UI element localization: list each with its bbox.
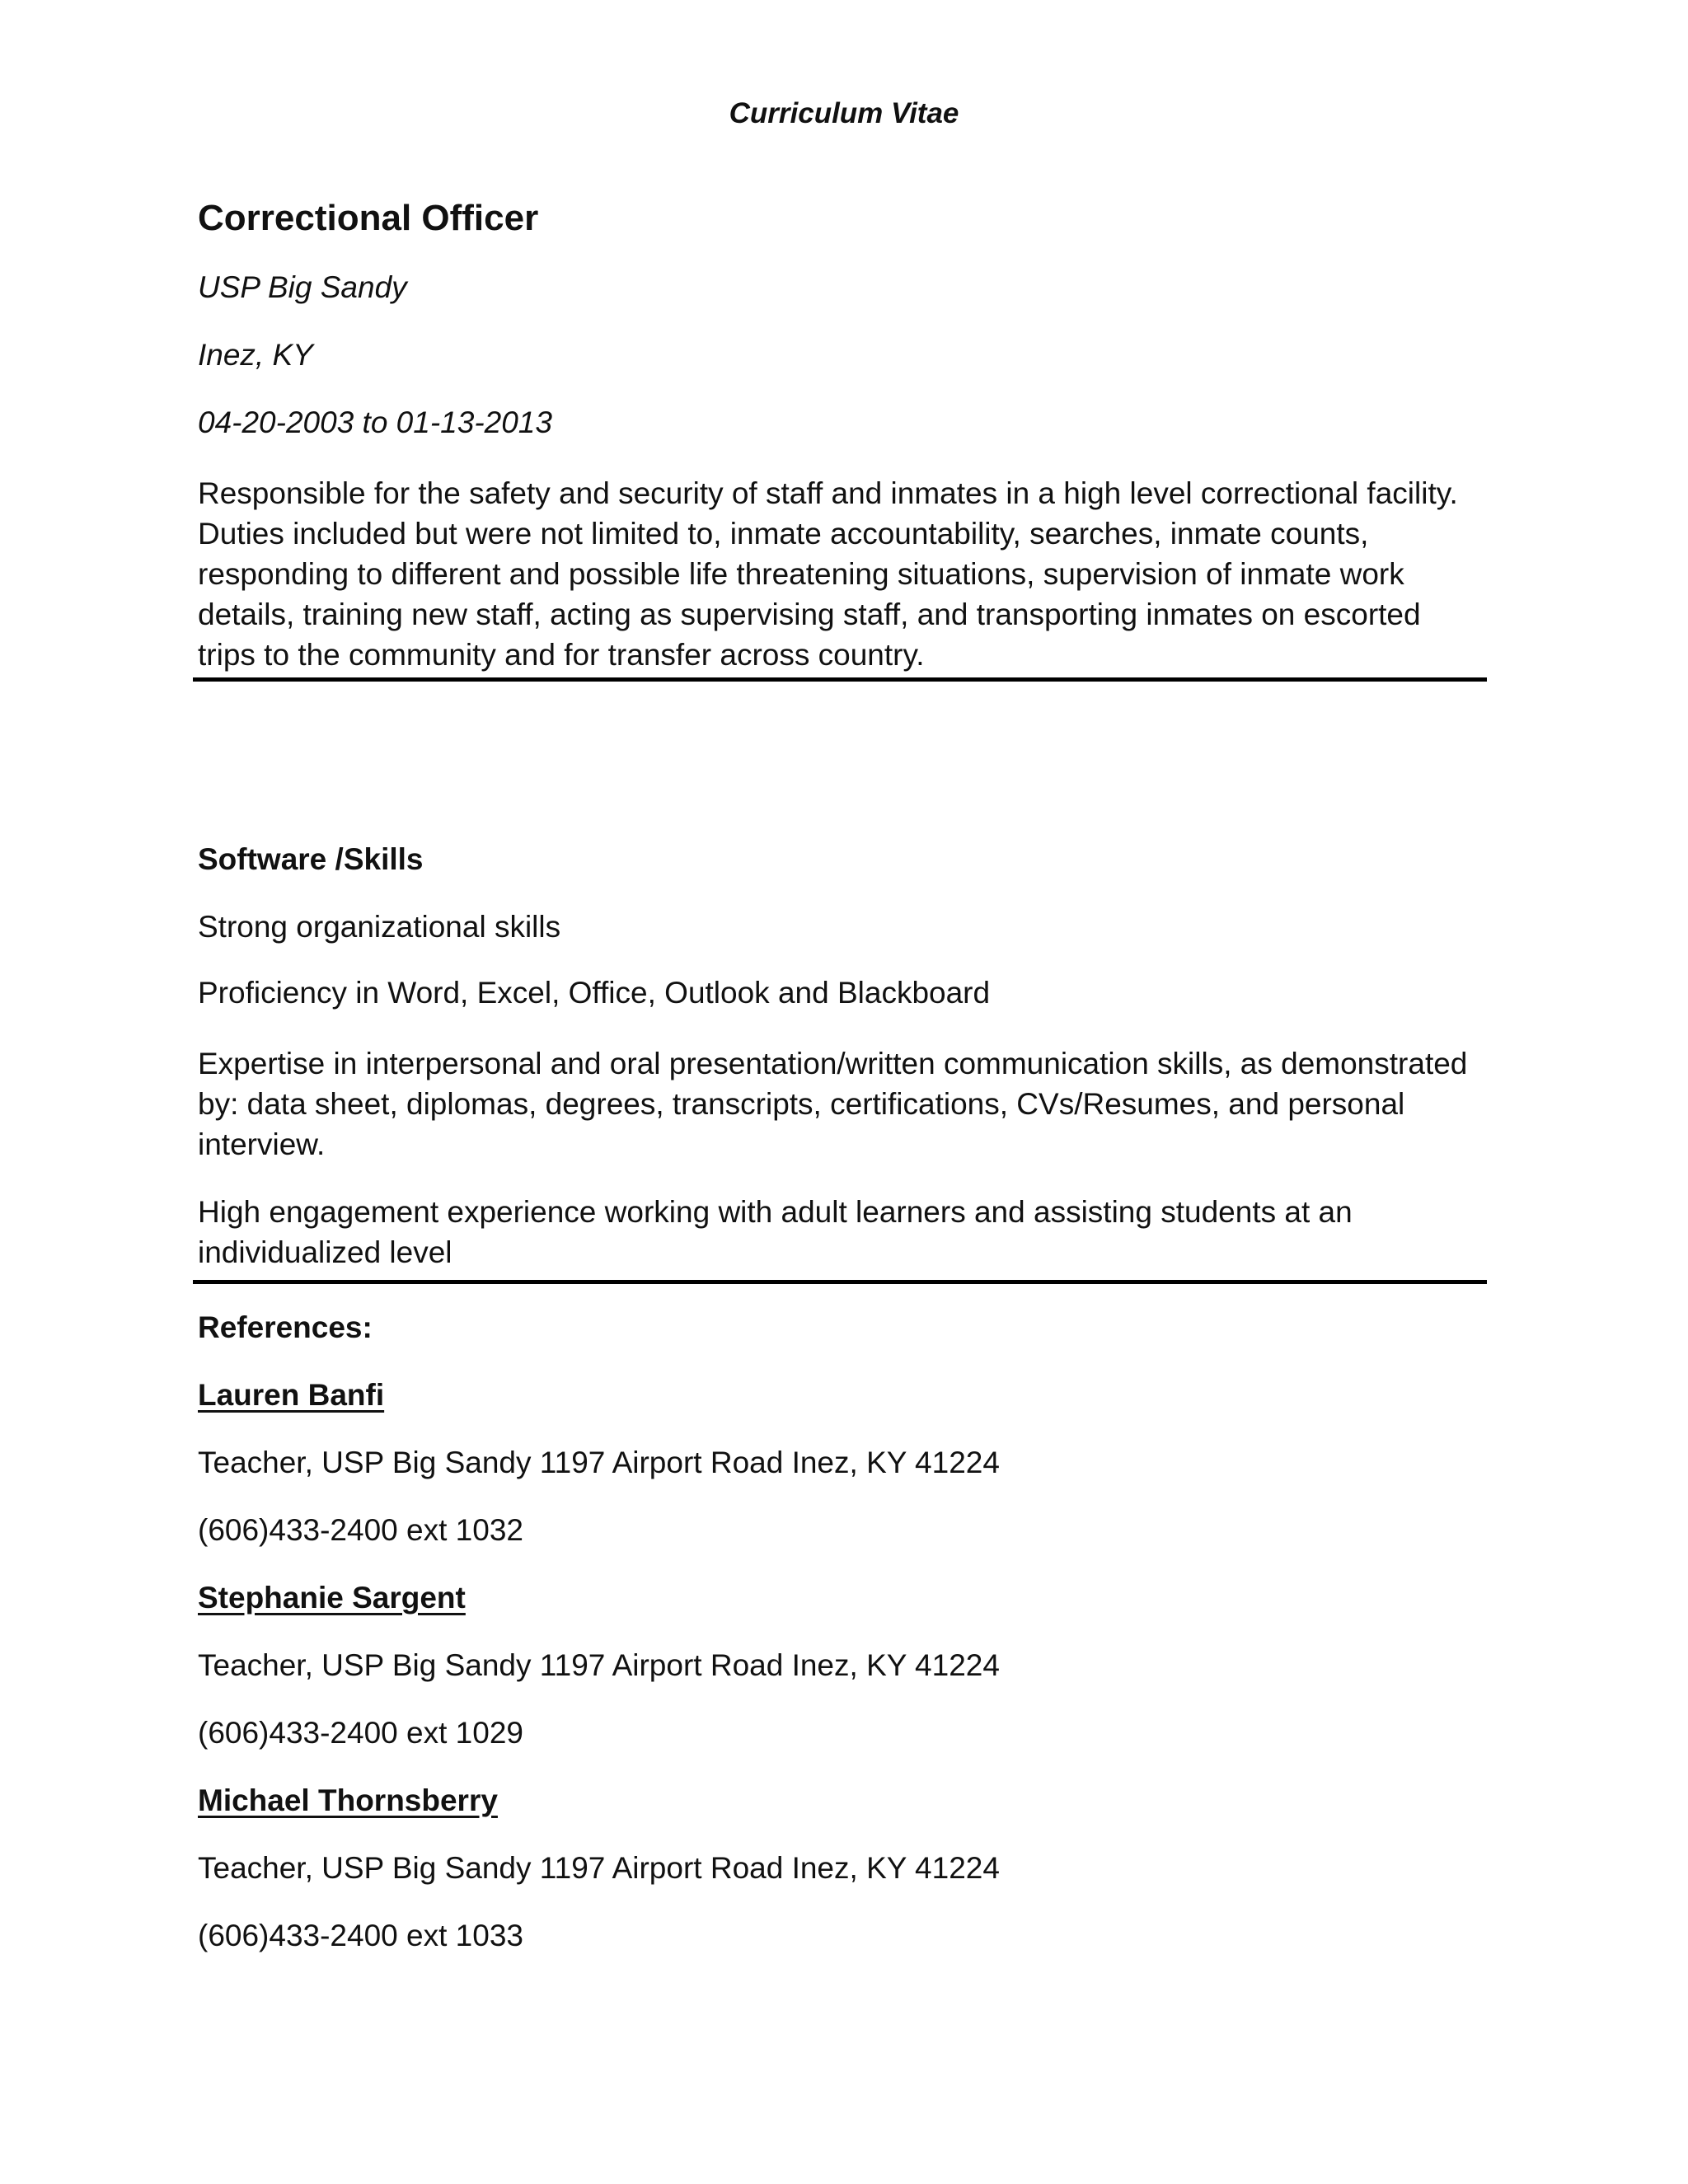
skills-heading: Software /Skills	[198, 842, 424, 876]
reference-name: Lauren Banfi	[198, 1378, 385, 1412]
reference-address: Teacher, USP Big Sandy 1197 Airport Road Inez, KY 41224	[198, 1851, 1000, 1885]
skill-item: Expertise in interpersonal and oral presentation/written communication skills, as demonstrated by: data sheet, diplomas, degrees, transcripts, certifications, CVs/Resumes, and personal interview.	[198, 1047, 1468, 1161]
section-divider	[193, 1280, 1487, 1284]
reference-name: Stephanie Sargent	[198, 1581, 466, 1615]
reference-phone: (606)433-2400 ext 1032	[198, 1513, 523, 1547]
job-dates: 04-20-2003 to 01-13-2013	[198, 405, 552, 439]
document-title: Curriculum Vitae	[729, 97, 959, 129]
skill-item: High engagement experience working with adult learners and assisting students at an individualized level	[198, 1195, 1353, 1269]
reference-phone: (606)433-2400 ext 1029	[198, 1716, 523, 1750]
job-description: Responsible for the safety and security of staff and inmates in a high level correctional facility. Duties included but were not limited to, inmate accountability, searches, inmate counts, responding to different and possible life threatening situations, supervision of inmate work details, training new staff, acting as supervising staff, and transporting inmates on escorted trips to the community and for transfer across country.	[198, 476, 1458, 672]
reference-name: Michael Thornsberry	[198, 1783, 498, 1817]
skill-item: Proficiency in Word, Excel, Office, Outlook and Blackboard	[198, 976, 991, 1010]
reference-phone: (606)433-2400 ext 1033	[198, 1919, 523, 1952]
job-location: Inez, KY	[198, 338, 313, 372]
job-title: Correctional Officer	[198, 198, 539, 238]
job-employer: USP Big Sandy	[198, 270, 407, 304]
section-divider	[193, 677, 1487, 682]
reference-address: Teacher, USP Big Sandy 1197 Airport Road Inez, KY 41224	[198, 1446, 1000, 1479]
skill-item: Strong organizational skills	[198, 910, 561, 944]
references-heading: References:	[198, 1310, 373, 1344]
reference-address: Teacher, USP Big Sandy 1197 Airport Road Inez, KY 41224	[198, 1648, 1000, 1682]
